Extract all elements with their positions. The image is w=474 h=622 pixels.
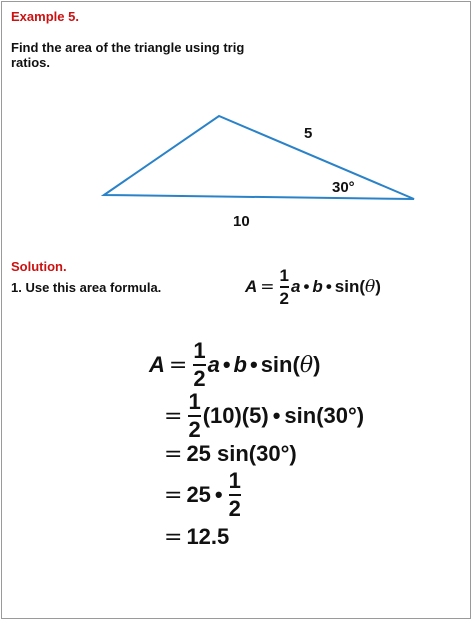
derivation-line-2: = 1 2 (10)(5) • sin(30°) (164, 389, 365, 442)
angle-label: 30° (332, 179, 355, 196)
side-label-10: 10 (233, 213, 250, 230)
equals: = (260, 277, 275, 297)
step-1-text: 1. Use this area formula. (11, 280, 162, 295)
triangle (104, 116, 414, 199)
var-A: A (245, 277, 258, 296)
solution-heading: Solution. (11, 259, 67, 274)
side-label-5: 5 (304, 125, 313, 142)
example-title: Example 5. (11, 9, 79, 24)
triangle-figure (0, 0, 474, 240)
instruction-text: Find the area of the triangle using trig ratios. (11, 40, 245, 70)
fraction-half: 1 2 (279, 266, 289, 308)
area-formula-small: A = 1 2 a • b • sin( θ ) (245, 266, 381, 308)
derivation-line-3: = 25 sin(30°) (164, 441, 297, 467)
derivation-line-1: A = 1 2 a • b • sin( θ ) (149, 338, 321, 391)
derivation-line-4: = 25 • 1 2 (164, 468, 241, 521)
derivation-line-5: = 12.5 (164, 524, 230, 550)
